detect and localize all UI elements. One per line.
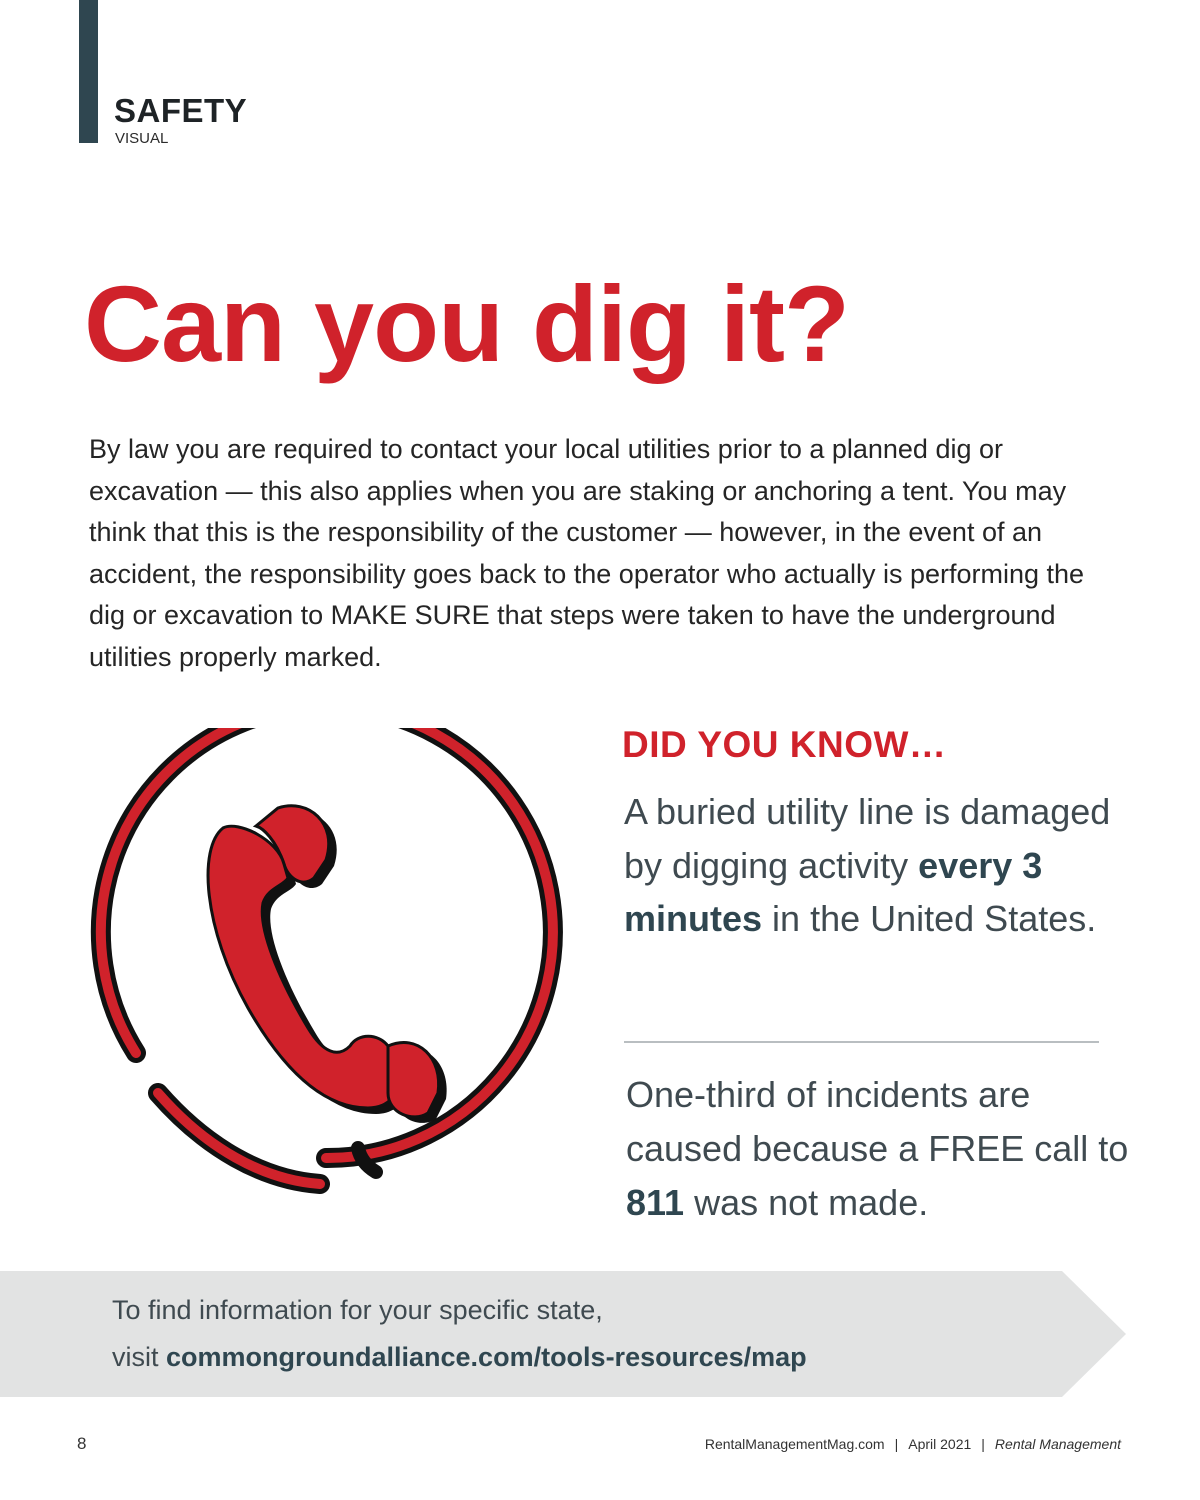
section-subtitle: VISUAL <box>115 130 169 147</box>
footer-separator: | <box>894 1436 899 1452</box>
did-you-know-heading: DID YOU KNOW… <box>622 724 947 765</box>
divider <box>624 1041 1099 1043</box>
footer-separator: | <box>981 1436 985 1452</box>
stat1-text-after: in the United States. <box>772 898 1097 939</box>
page-headline: Can you dig it? <box>84 263 849 384</box>
section-bar <box>79 0 98 143</box>
resource-map-link[interactable]: commongroundalliance.com/tools-resources/map <box>166 1342 807 1372</box>
banner-text: To find information for your specific state, <box>112 1295 603 1325</box>
footer-site: RentalManagementMag.com <box>704 1436 885 1452</box>
telephone-handset-icon <box>88 728 572 1208</box>
stat-digging-frequency <box>624 785 1144 946</box>
banner-visit-label: visit <box>112 1342 159 1372</box>
stat1-text-before: A buried utility line is damaged by digging activity <box>624 791 1111 886</box>
stat2-text-after: was not made. <box>694 1182 929 1223</box>
info-banner <box>0 1271 1130 1397</box>
section-title: SAFETY <box>114 92 248 129</box>
footer-publication: Rental Management <box>994 1436 1121 1452</box>
stat-811-call <box>626 1068 1146 1230</box>
intro-paragraph: By law you are required to contact your local utilities prior to a planned dig or excavation — this also applies when you are staking or anchoring a tent. You may think that this is the responsibility of the customer — however, in the event of an accident, the responsibility goes back to the operator who actually is performing the dig or excavation to MAKE SURE that steps were taken to have the underground utilities properly marked. <box>89 434 1085 672</box>
stat2-text-before: One-third of incidents are caused because a FREE call to <box>626 1074 1129 1169</box>
footer-date: April 2021 <box>908 1436 972 1452</box>
page-number: 8 <box>77 1434 87 1453</box>
stat1-emphasis: every 3 minutes <box>624 844 1043 939</box>
stat2-emphasis: 811 <box>626 1182 685 1223</box>
footer-credits <box>705 1436 1121 1452</box>
banner-visit-line <box>112 1342 807 1373</box>
